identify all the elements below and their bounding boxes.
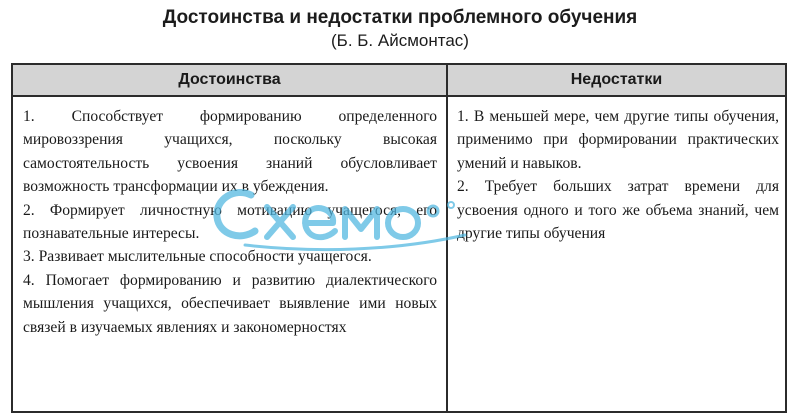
disadvantage-item: 1. В меньшей мере, чем другие типы обучения, применимо при формировании практических умений и навыков. (457, 108, 779, 172)
page-subtitle: (Б. Б. Айсмонтас) (331, 31, 469, 50)
column-header-disadvantages: Недостатки (570, 71, 663, 88)
disadvantage-item: 2. Требует больших затрат времени для усвоения одного и того же объема знаний, чем другие типы обучения (457, 178, 779, 243)
advantage-item: 3. Развивает мыслительные способности учащегося. (23, 248, 372, 266)
disadvantages-cell (457, 105, 779, 245)
advantage-item: 4. Помогает формированию и развитию диалектического мышления учащихся, обеспечивает выявление ими новых связей в изучаемых явлениях и закономерностях (23, 271, 437, 336)
advantages-cell (23, 105, 437, 339)
page-title: Достоинства и недостатки проблемного обучения (162, 7, 638, 28)
advantage-item: 2. Формирует личностную мотивацию учащегося, его познавательные интересы. (23, 201, 437, 243)
column-header-advantages: Достоинства (178, 71, 281, 88)
advantage-item: 1. Способствует формированию определенного мировоззрения учащихся, поскольку высокая самостоятельность усвоения знаний обусловливает возможность трансформации их в убеждения. (23, 108, 437, 196)
table-header-row (13, 65, 785, 97)
column-divider (446, 65, 448, 411)
comparison-table (11, 63, 787, 413)
